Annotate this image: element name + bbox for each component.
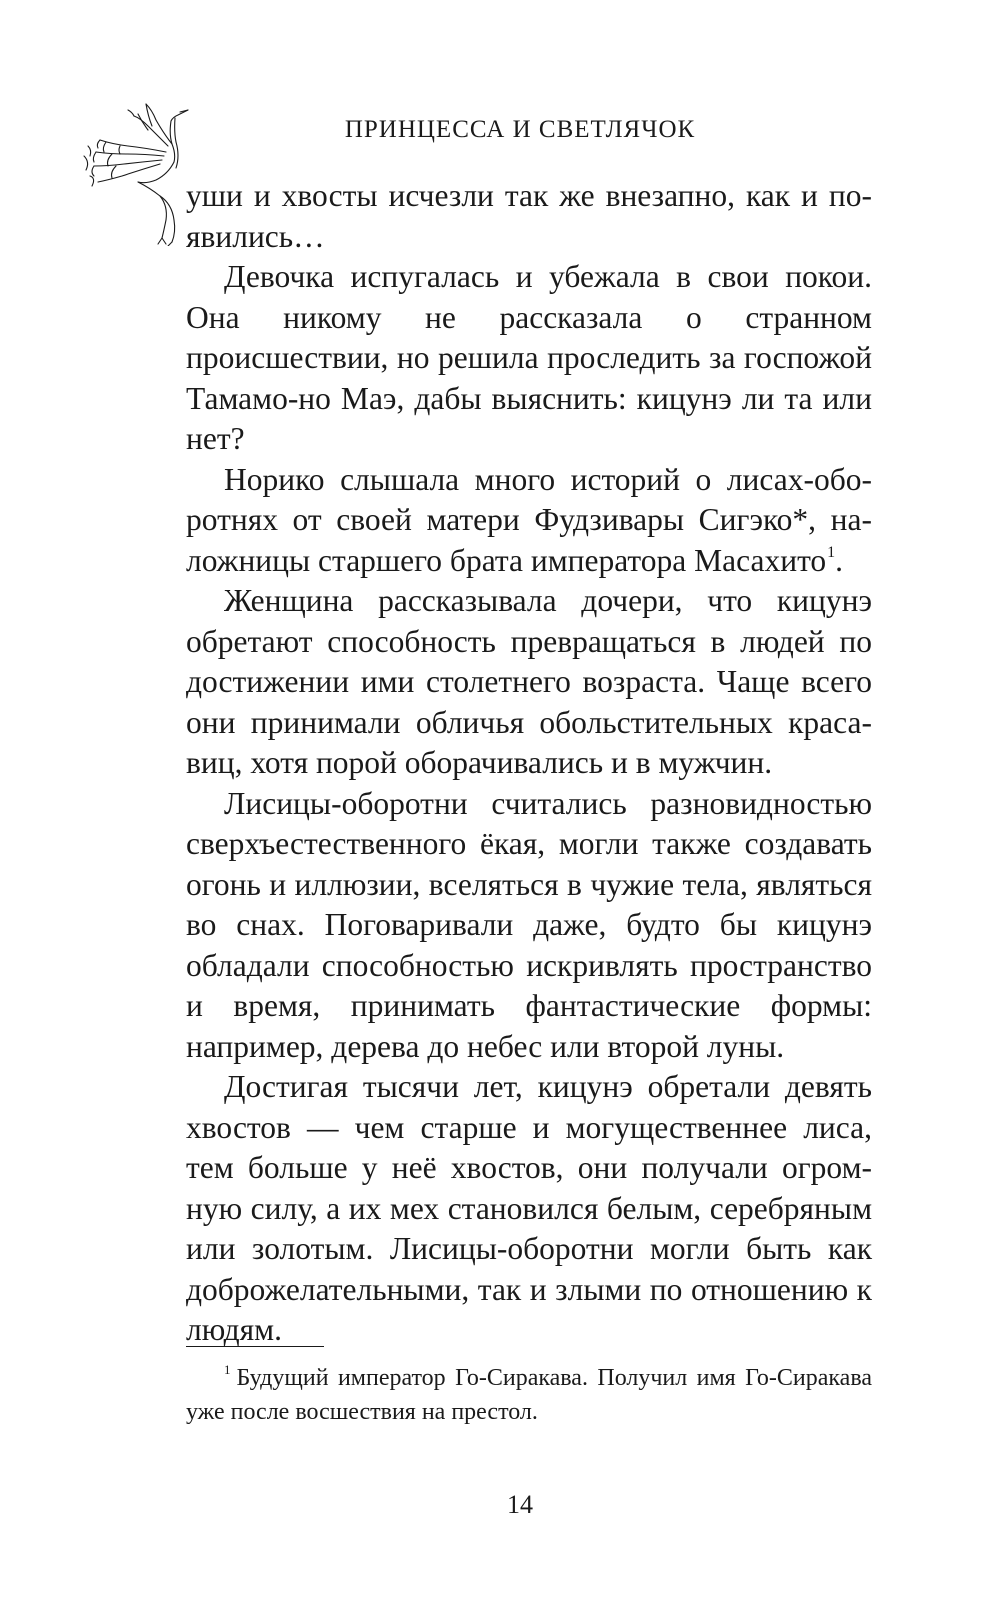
main-text <box>186 176 872 1351</box>
paragraph-text: Норико слышала много историй о лисах-оборотнях от своей матери Фудзивары Сигэко*, наложницы старшего брата императора Масахито <box>186 461 872 578</box>
footnote <box>186 1361 872 1429</box>
paragraph: Лисицы-оборотни считались разновидностью сверхъестественного ёкая, могли также создавать огонь и иллюзии, вселяться в чужие тела, являться во снах. Поговаривали даже, будто бы кицунэ обладали способностью искривлять пространство и время, принимать фантастические формы: например, дерева до небес или второй луны. <box>186 785 872 1064</box>
paragraph: уши и хвосты исчезли так же внезапно, как и появились… <box>186 178 872 254</box>
paragraph <box>186 460 872 582</box>
crane-ornament-icon <box>76 96 196 246</box>
running-header: ПРИНЦЕССА И СВЕТЛЯЧОК <box>344 116 696 143</box>
paragraph: Девочка испугалась и убежала в свои покои. Она никому не рассказала о странном происшествии, но решила проследить за госпожой Тамамо-но Маэ, дабы выяснить: кицунэ ли та или нет? <box>186 259 872 456</box>
paragraph: Достигая тысячи лет, кицунэ обретали девять хвостов — чем старше и могущественнее лиса, тем больше у неё хвостов, они получали огромную силу, а их мех становился белым, серебряным или золотым. Лисицы-оборотни могли быть как доброжелательными, так и злыми по отношению к людям. <box>186 1069 872 1347</box>
footnote-divider <box>186 1346 324 1347</box>
footnote-text: Будущий император Го-Сиракава. Получил имя Го-Сиракава уже после восшествия на престол. <box>186 1365 872 1425</box>
paragraph: Женщина рассказывала дочери, что кицунэ обретают способность превращаться в людей по достижении ими столетнего возраста. Чаще всего они принимали обличья обольстительных красавиц, хотя порой оборачивались и в мужчин. <box>186 583 872 780</box>
footnote-reference: 1 <box>827 543 836 561</box>
footnote-marker: 1 <box>224 1362 231 1377</box>
page-number: 14 <box>507 1490 533 1519</box>
paragraph-end: . <box>835 542 844 578</box>
